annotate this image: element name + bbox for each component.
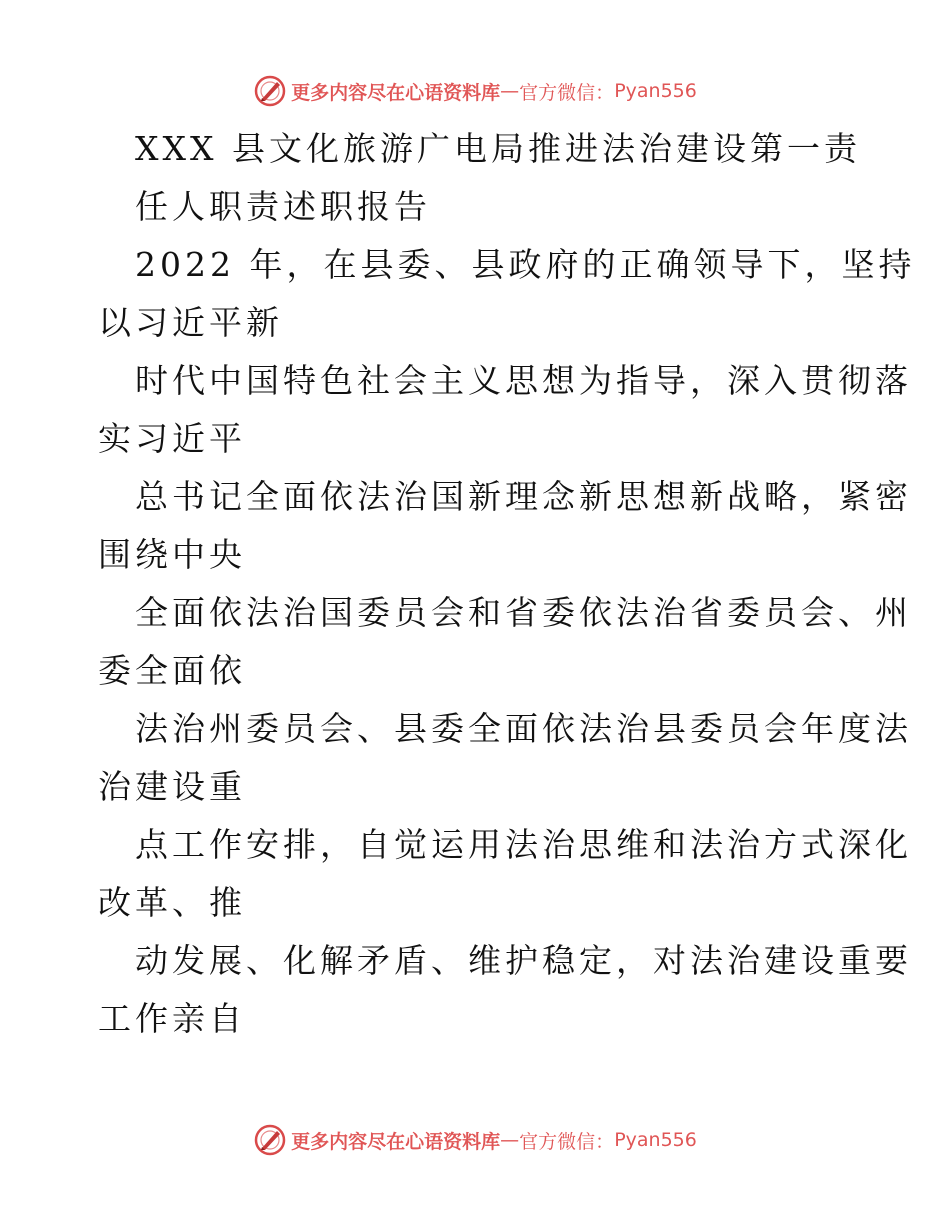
watermark-wechat-id: Pyan556 [614, 1129, 697, 1151]
doc-paragraph-line: 点工作安排，自觉运用法治思维和法治方式深化 [135, 825, 912, 864]
watermark-wechat-label: 官方微信： [519, 81, 615, 104]
quill-seal-icon [253, 1123, 287, 1157]
watermark-separator: — [500, 1129, 520, 1151]
doc-paragraph-line: 工作亲自 [98, 999, 246, 1038]
watermark-separator: — [500, 80, 520, 102]
document-body [98, 120, 916, 1048]
footer-watermark [0, 1120, 950, 1160]
doc-paragraph-line: 总书记全面依法治国新理念新思想新战略，紧密 [135, 477, 912, 516]
doc-title-line-2: 任人职责述职报告 [135, 187, 431, 226]
doc-paragraph-line: 全面依法治国委员会和省委依法治省委员会、州 [135, 593, 912, 632]
doc-paragraph-line: 治建设重 [98, 767, 246, 806]
doc-paragraph-line: 实习近平 [98, 419, 246, 458]
watermark-wechat-label: 官方微信： [519, 1130, 615, 1153]
header-watermark [0, 71, 950, 111]
doc-paragraph-line: 改革、推 [98, 883, 246, 922]
watermark-brand: 更多内容尽在心语资料库 [291, 81, 501, 104]
doc-paragraph-line: 围绕中央 [98, 535, 246, 574]
doc-title-line-1: XXX 县文化旅游广电局推进法治建设第一责 [135, 129, 861, 168]
quill-seal-icon [253, 74, 287, 108]
doc-paragraph-line: 时代中国特色社会主义思想为指导，深入贯彻落 [135, 361, 912, 400]
doc-paragraph-line: 法治州委员会、县委全面依法治县委员会年度法 [135, 709, 912, 748]
doc-paragraph-line: 2022 年，在县委、县政府的正确领导下，坚持 [135, 245, 916, 284]
watermark-wechat-id: Pyan556 [614, 80, 697, 102]
watermark-brand: 更多内容尽在心语资料库 [291, 1130, 501, 1153]
doc-paragraph-line: 以习近平新 [98, 303, 283, 342]
doc-paragraph-line: 动发展、化解矛盾、维护稳定，对法治建设重要 [135, 941, 912, 980]
doc-paragraph-line: 委全面依 [98, 651, 246, 690]
